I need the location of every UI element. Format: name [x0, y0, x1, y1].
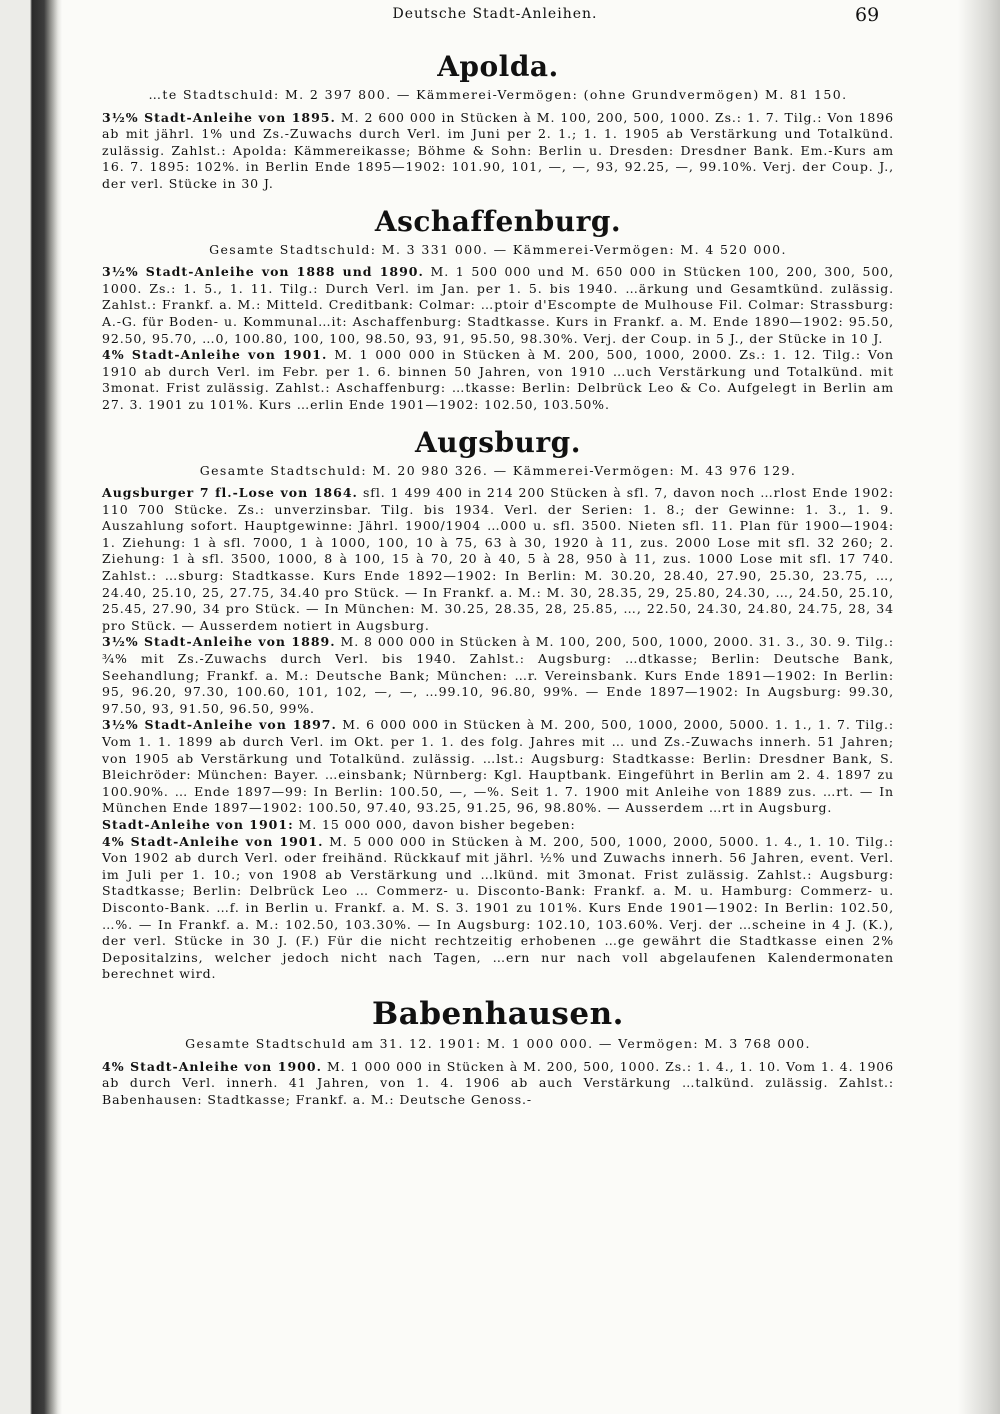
loan-entry	[102, 717, 894, 817]
section-babenhausen	[102, 995, 894, 1108]
loan-heading: 4% Stadt-Anleihe von 1901.	[102, 347, 328, 363]
section-summary: …te Stadtschuld: M. 2 397 800. — Kämmerei-Vermögen: (ohne Grundvermögen) M. 81 150.	[148, 87, 848, 102]
section-aschaffenburg	[102, 205, 894, 414]
loan-heading: Stadt-Anleihe von 1901:	[102, 816, 294, 832]
section-title: Aschaffenburg.	[374, 204, 622, 238]
loan-entry	[102, 485, 894, 634]
loan-text: M. 1 000 000 in Stücken à M. 200, 500, 1000. Zs.: 1. 4., 1. 10. Vom 1. 4. 1906 ab durch Verl. innerh. 41 Jahren, von 1. 4. 1906 ab auch Verstärkung …talkünd. zulässig. Zahlst.: Babenhausen: Stadtkasse; Frankf. a. M.: Deutsche Genoss.-	[102, 1058, 894, 1107]
loan-heading: 3½% Stadt-Anleihe von 1895.	[102, 109, 336, 125]
section-summary: Gesamte Stadtschuld: M. 3 331 000. — Kämmerei-Vermögen: M. 4 520 000.	[209, 241, 787, 257]
section-augsburg	[102, 426, 894, 983]
scan-right-edge	[958, 0, 1000, 1414]
loan-entry	[102, 1059, 894, 1109]
running-title: Deutsche Stadt-Anleihen.	[392, 6, 598, 22]
section-summary: Gesamte Stadtschuld am 31. 12. 1901: M. 1 000 000. — Vermögen: M. 3 768 000.	[185, 1035, 811, 1051]
section-apolda	[102, 50, 894, 193]
page-number: 69	[855, 4, 880, 26]
page-body	[102, 50, 894, 1108]
loan-entry	[102, 817, 894, 834]
loan-text: M. 5 000 000 in Stücken à M. 200, 500, 1000, 2000, 5000. 1. 4., 1. 10. Tilg.: Von 1902 ab durch Verl. oder freihänd. Rückkauf mit jährl. ½% und Zuwachs innerh. 56 Jahren, event. Verl. im Juli per 1. 10.; von 1908 ab Verstärkung und …lkünd. mit 3monat. Frist zulässig. Zahlst.: Augsburg: Stadtkasse; Berlin: Delbrück Leo … Commerz- u. Disconto-Bank: Frankf. a. M. u. Hamburg: Commerz- u. Disconto-Bank. …f. in Berlin u. Frankf. a. M. S. 3. 1901 zu 101%. Kurs Ende 1901—1902: In Berlin: 102.50, …%. — In Frankf. a. M.: 102.50, 103.30%. — In Augsburg: 102.10, 103.60%. Verj. der …scheine in 4 J. (K.), der verl. Stücke in 30 J. (F.) Für die nicht rechtzeitig erhobenen …ge gewährt die Stadtkasse einen 2% Depositalzins, welcher jedoch nicht nach Tagen, …ern nur nach voll abgelaufenen Kalendermonaten berechnet wird.	[102, 833, 894, 982]
loan-text: M. 6 000 000 in Stücken à M. 200, 500, 1000, 2000, 5000. 1. 1., 1. 7. Tilg.: Vom 1. 1. 1899 ab durch Verl. im Okt. per 1. 1. des folg. Jahres mit … und Zs.-Zuwachs innerh. 51 Jahren; von 1905 ab Verstärkung und Totalkünd. zulässig. …lst.: Augsburg: Stadtkasse: Berlin: Dresdner Bank, S. Bleichröder: München: Bayer. …einsbank; Nürnberg: Kgl. Hauptbank. Eingeführt in Berlin am 2. 4. 1897 zu 100.90%. … Ende 1897—99: In Berlin: 100.50, —, —%. Seit 1. 7. 1900 mit Anleihe von 1889 zus. …rt. — In München Ende 1897—1902: 100.50, 97.40, 93.25, 91.25, 96, 98.80%. — Ausserdem …rt in Augsburg.	[102, 717, 894, 816]
loan-text: M. 2 600 000 in Stücken à M. 100, 200, 500, 1000. Zs.: 1. 7. Tilg.: Von 1896 ab mit jährl. 1% und Zs.-Zuwachs durch Verl. im Juni per 2. 1.; 1. 1. 1905 ab Verstärkung und Totalkünd. zulässig. Zahlst.: Apolda: Kämmereikasse; Böhme & Sohn: Berlin u. Dresden: Dresdner Bank. Em.-Kurs am 16. 7. 1895: 102%. in Berlin Ende 1895—1902: 101.90, 101, —, —, 93, 92.25, —, 99.10%. Verj. der Coup. J., der verl. Stücke in 30 J.	[102, 109, 894, 191]
loan-entry	[102, 110, 894, 193]
scan-binding-edge	[0, 0, 62, 1414]
section-title: Apolda.	[437, 50, 559, 83]
loan-heading: Augsburger 7 fl.-Lose von 1864.	[102, 485, 358, 501]
loan-heading: 3½% Stadt-Anleihe von 1888 und 1890.	[102, 264, 424, 280]
loan-entry	[102, 634, 894, 717]
loan-heading: 3½% Stadt-Anleihe von 1897.	[102, 717, 337, 733]
loan-entry	[102, 834, 894, 983]
loan-entry	[102, 347, 894, 413]
loan-text: M. 15 000 000, davon bisher begeben:	[293, 816, 576, 832]
loan-text: M. 1 500 000 und M. 650 000 in Stücken 100, 200, 300, 500, 1000. Zs.: 1. 5., 1. 11. Tilg.: Durch Verl. im Jan. per 1. 5. bis 1940. …ärkung und Gesamtkünd. zulässig. Zahlst.: Frankf. a. M.: Mitteld. Creditbank: Colmar: …ptoir d'Escompte de Mulhouse Fil. Colmar: Strassburg: A.-G. für Boden- u. Kommunal…it: Aschaffenburg: Stadtkasse. Kurs in Frankf. a. M. Ende 1890—1902: 95.50, 92.50, 95.70, …0, 100.80, 100, 100, 98.50, 93, 91, 95.50, 98.30%. Verj. der Coup. in 5 J., der Stücke in 10 J.	[102, 264, 894, 346]
loan-entry	[102, 264, 894, 347]
loan-heading: 4% Stadt-Anleihe von 1900.	[102, 1058, 322, 1074]
loan-text: M. 8 000 000 in Stücken à M. 100, 200, 500, 1000, 2000. 31. 3., 30. 9. Tilg.: ¾% mit Zs.-Zuwachs durch Verl. bis 1940. Zahlst.: Augsburg: …dtkasse; Berlin: Deutsche Bank, Seehandlung; Frankf. a. M.: Deutsche Bank; München: …r. Vereinsbank. Kurs Ende 1891—1902: In Berlin: 95, 96.20, 97.30, 100.60, 101, 102, —, —, …99.10, 96.80, 99%. — Ende 1897—1902: In Augsburg: 99.30, 97.50, 93, 91.50, 96.50, 99%.	[102, 634, 894, 716]
loan-heading: 3½% Stadt-Anleihe von 1889.	[102, 634, 336, 650]
loan-text: M. 1 000 000 in Stücken à M. 200, 500, 1000, 2000. Zs.: 1. 12. Tilg.: Von 1910 ab durch Verl. im Febr. per 1. 6. binnen 50 Jahren, von 1910 …uch Verstärkung und Totalkünd. mit 3monat. Frist zulässig. Zahlst.: Aschaffenburg: …tkasse: Berlin: Delbrück Leo & Co. Aufgelegt in Berlin am 27. 3. 1901 zu 101%. Kurs …erlin Ende 1901—1902: 102.50, 103.50%.	[102, 347, 895, 412]
loan-heading: 4% Stadt-Anleihe von 1901.	[102, 833, 324, 849]
loan-text: sfl. 1 499 400 in 214 200 Stücken à sfl. 7, davon noch …rlost Ende 1902: 110 700 Stücke. Zs.: unverzinsbar. Tilg. bis 1934. Verl. der Serien: 1. 8.; der Gewinne: 1. 3., 1. 9. Auszahlung sofort. Hauptgewinne: Jährl. 1900/1904 …000 u. sfl. 3500. Nieten sfl. 11. Plan für 1900—1904: 1. Ziehung: 1 à sfl. 7000, 1 à 1000, 100, 10 à 75, 63 à 30, 1920 à 11, zus. 2000 Lose mit sfl. 32 260; 2. Ziehung: 1 à sfl. 3500, 1000, 8 à 100, 15 à 70, 20 à 40, 5 à 28, 950 à 11, zus. 1000 Lose mit sfl. 17 740. Zahlst.: …sburg: Stadtkasse. Kurs Ende 1892—1902: In Berlin: M. 30.20, 28.40, 27.90, 25.30, 23.75, …, 24.40, 25.10, 25, 27.75, 34.40 pro Stück. — In Frankf. a. M.: M. 30, 28.35, 29, 25.80, 24.30, …, 24.50, 25.10, 25.45, 27.90, 34 pro Stück. — In München: M. 30.25, 28.35, 28, 25.85, …, 22.50, 24.30, 24.80, 24.75, 28, 34 pro Stück. — Ausserdem notiert in Augsburg.	[102, 485, 894, 633]
section-summary: Gesamte Stadtschuld: M. 20 980 326. — Kämmerei-Vermögen: M. 43 976 129.	[199, 462, 797, 478]
section-title: Babenhausen.	[372, 995, 624, 1032]
section-title: Augsburg.	[415, 425, 581, 459]
